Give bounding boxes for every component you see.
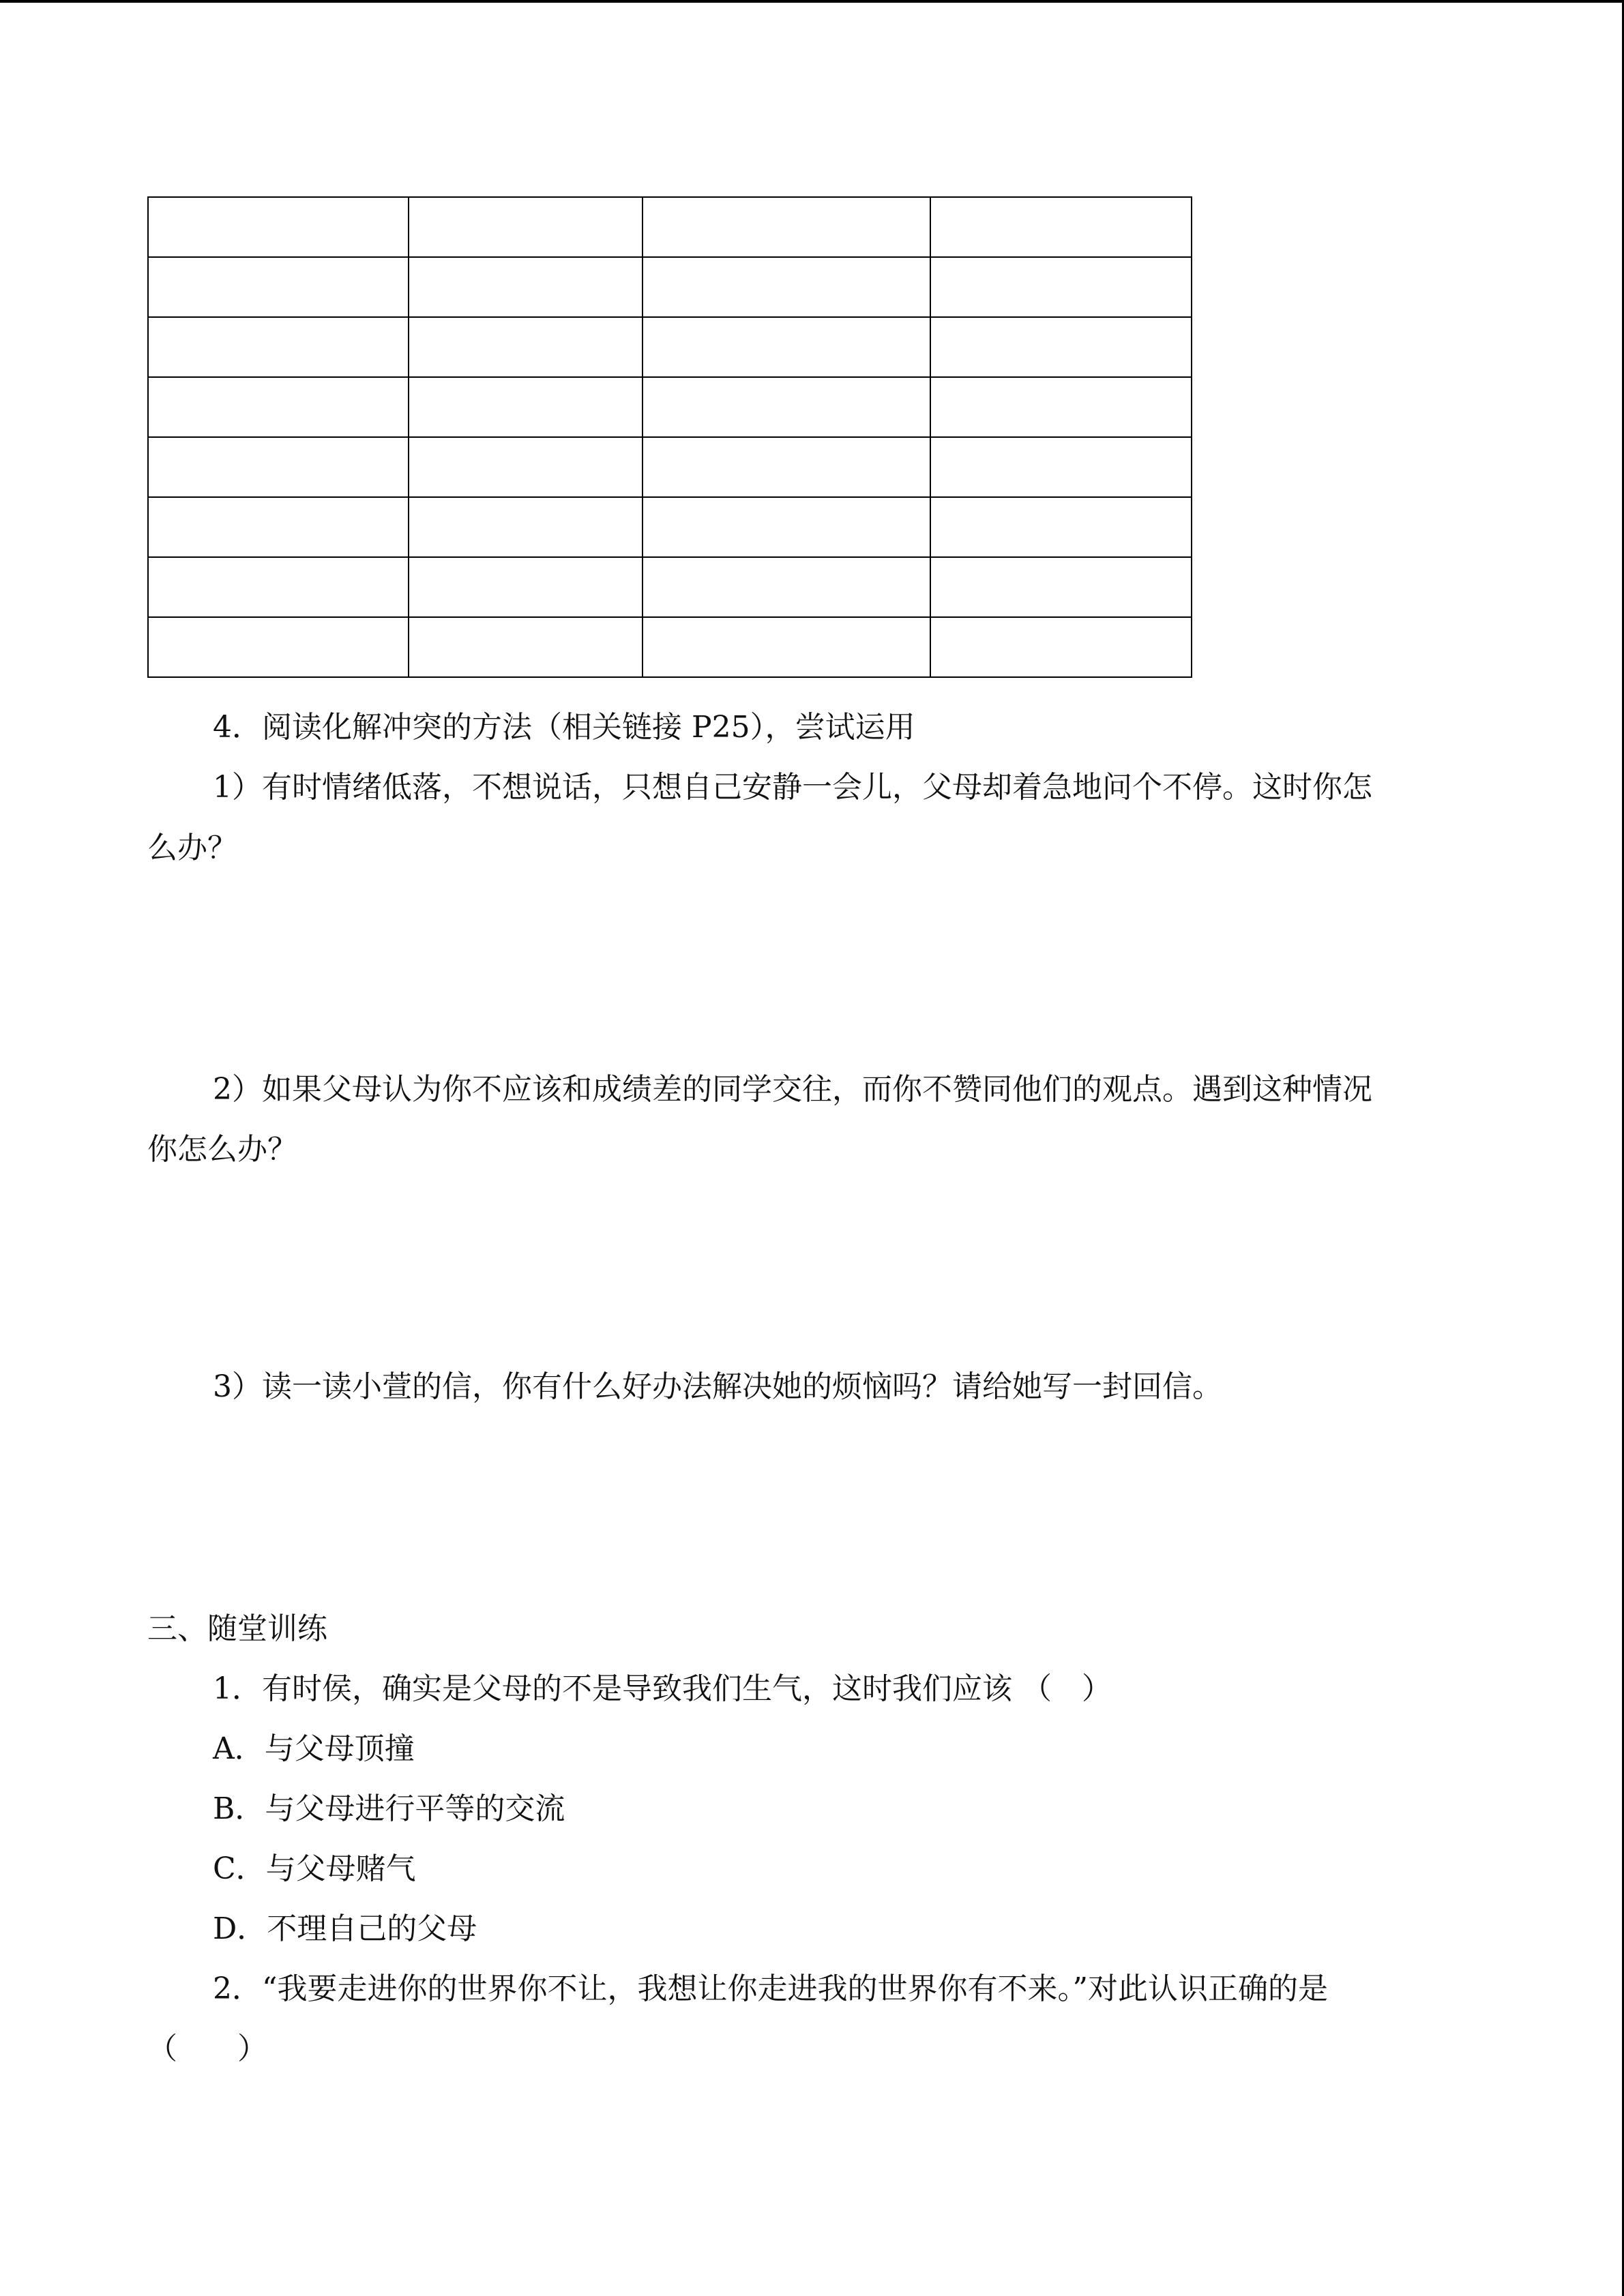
blank-answer-table [147,196,1192,678]
table-cell [643,497,930,557]
table-cell [930,437,1192,497]
table-cell [409,257,643,317]
table-cell [148,257,409,317]
question-4-title: 4．阅读化解冲突的方法（相关链接 P25），尝试运用 [213,710,915,745]
table-cell [409,557,643,617]
table-cell [409,497,643,557]
table-cell [643,257,930,317]
table-cell [148,437,409,497]
table-cell [148,557,409,617]
table-cell [409,317,643,377]
practice-1-option-b: B．与父母进行平等的交流 [213,1791,565,1826]
table-cell [148,197,409,257]
practice-1-stem: 1．有时侯，确实是父母的不是导致我们生气，这时我们应该 （ ） [213,1671,1112,1706]
table-cell [643,557,930,617]
table-cell [409,197,643,257]
practice-2-stem-line-2: （ ） [147,2031,267,2066]
question-4-2-line-2: 你怎么办？ [147,1132,297,1167]
table-row [148,317,1192,377]
table-cell [409,377,643,437]
table-row [148,617,1192,677]
table-cell [930,617,1192,677]
page-top-border [0,0,1624,3]
table-cell [409,617,643,677]
table-cell [643,197,930,257]
practice-1-option-c: C．与父母赌气 [213,1851,416,1886]
table-cell [643,317,930,377]
table-cell [643,377,930,437]
table-cell [148,317,409,377]
table-cell [930,557,1192,617]
table-row [148,377,1192,437]
table-cell [148,497,409,557]
table-row [148,257,1192,317]
question-4-1-line-1: 1）有时情绪低落，不想说话，只想自己安静一会儿，父母却着急地问个不停。这时你怎 [213,770,1372,805]
table-row [148,197,1192,257]
table-row [148,557,1192,617]
table-cell [930,377,1192,437]
practice-2-stem-line-1: 2．“我要走进你的世界你不让，我想让你走进我的世界你有不来。”对此认识正确的是 [213,1971,1328,2006]
table-cell [930,317,1192,377]
table-cell [930,197,1192,257]
table-row [148,437,1192,497]
table-row [148,497,1192,557]
table-cell [148,377,409,437]
practice-1-option-d: D．不理自己的父母 [213,1911,477,1946]
table-cell [643,437,930,497]
question-4-3: 3）读一读小萱的信，你有什么好办法解决她的烦恼吗？请给她写一封回信。 [213,1369,1222,1404]
question-4-2-line-1: 2）如果父母认为你不应该和成绩差的同学交往，而你不赞同他们的观点。遇到这种情况 [213,1072,1372,1107]
practice-1-option-a: A．与父母顶撞 [213,1731,415,1766]
table-cell [409,437,643,497]
table-cell [643,617,930,677]
section-3-heading: 三、随堂训练 [147,1611,327,1646]
table-cell [148,617,409,677]
table-cell [930,497,1192,557]
table-cell [930,257,1192,317]
question-4-1-line-2: 么办？ [147,831,237,865]
